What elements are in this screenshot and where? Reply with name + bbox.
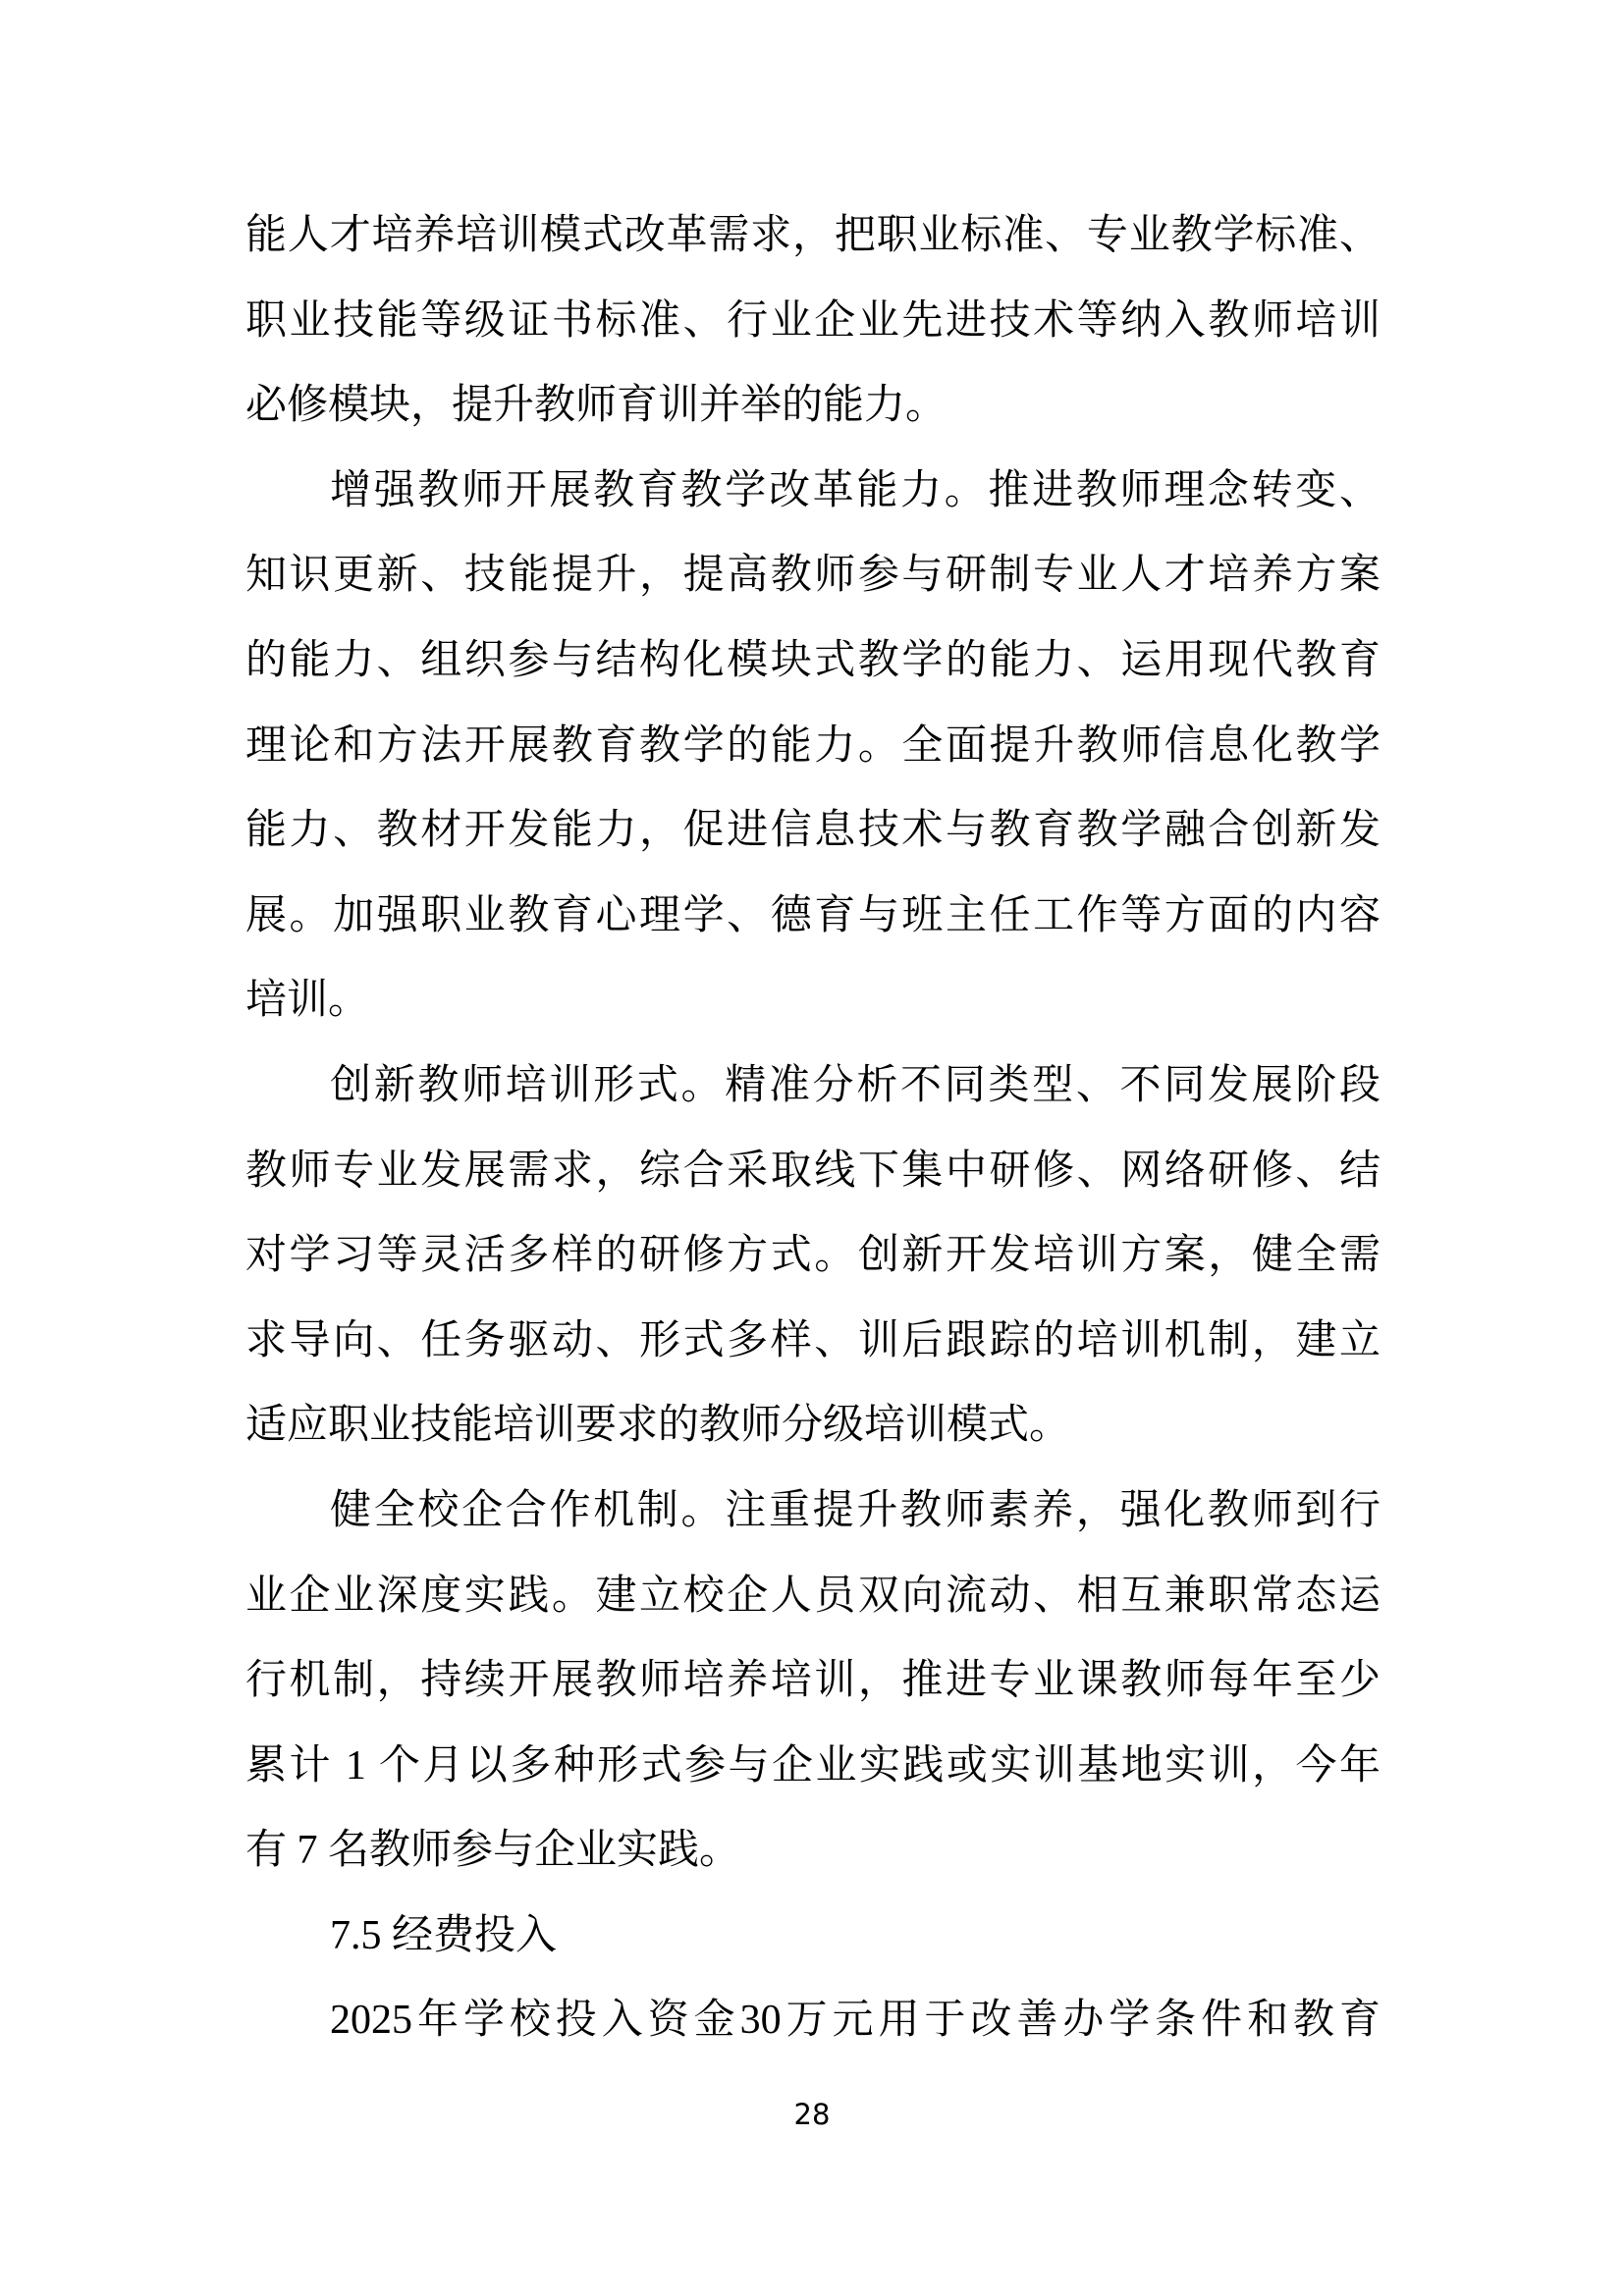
text-line: 7.5 经费投入 (330, 1912, 558, 1958)
text-line: 的能力、组织参与结构化模块式教学的能力、运用现代教育 (245, 637, 1380, 683)
document-body (245, 193, 1380, 2063)
text-line: 2025年学校投入资金30万元用于改善办学条件和教育 (330, 1998, 1380, 2044)
text-line: 必修模块，提升教师育训并举的能力。 (245, 383, 947, 429)
text-line: 知识更新、技能提升，提高教师参与研制专业人才培养方案 (245, 553, 1380, 599)
page-number: 28 (793, 2098, 831, 2131)
text-line: 职业技能等级证书标准、行业企业先进技术等纳入教师培训 (245, 297, 1380, 344)
text-line: 对学习等灵活多样的研修方式。创新开发培训方案，健全需 (245, 1233, 1380, 1279)
text-line: 业企业深度实践。建立校企人员双向流动、相互兼职常态运 (245, 1573, 1380, 1619)
text-line: 适应职业技能培训要求的教师分级培训模式。 (245, 1403, 1071, 1449)
text-line: 有 7 名教师参与企业实践。 (245, 1828, 741, 1874)
text-line: 行机制，持续开展教师培养培训，推进专业课教师每年至少 (245, 1658, 1380, 1704)
text-line: 健全校企合作机制。注重提升教师素养，强化教师到行 (330, 1487, 1380, 1533)
text-line: 累计 1 个月以多种形式参与企业实践或实训基地实训，今年 (245, 1742, 1380, 1789)
text-line: 能力、教材开发能力，促进信息技术与教育教学融合创新发 (245, 808, 1380, 854)
text-line: 培训。 (245, 978, 370, 1024)
text-line: 创新教师培训形式。精准分析不同类型、不同发展阶段 (330, 1062, 1380, 1108)
text-line: 能人才培养培训模式改革需求，把职业标准、专业教学标准、 (245, 213, 1380, 258)
text-line: 理论和方法开展教育教学的能力。全面提升教师信息化教学 (245, 722, 1380, 769)
text-line: 展。加强职业教育心理学、德育与班主任工作等方面的内容 (245, 892, 1380, 938)
text-line: 求导向、任务驱动、形式多样、训后跟踪的培训机制，建立 (245, 1317, 1380, 1363)
text-line: 教师专业发展需求，综合采取线下集中研修、网络研修、结 (245, 1148, 1380, 1194)
text-line: 增强教师开展教育教学改革能力。推进教师理念转变、 (330, 467, 1380, 513)
